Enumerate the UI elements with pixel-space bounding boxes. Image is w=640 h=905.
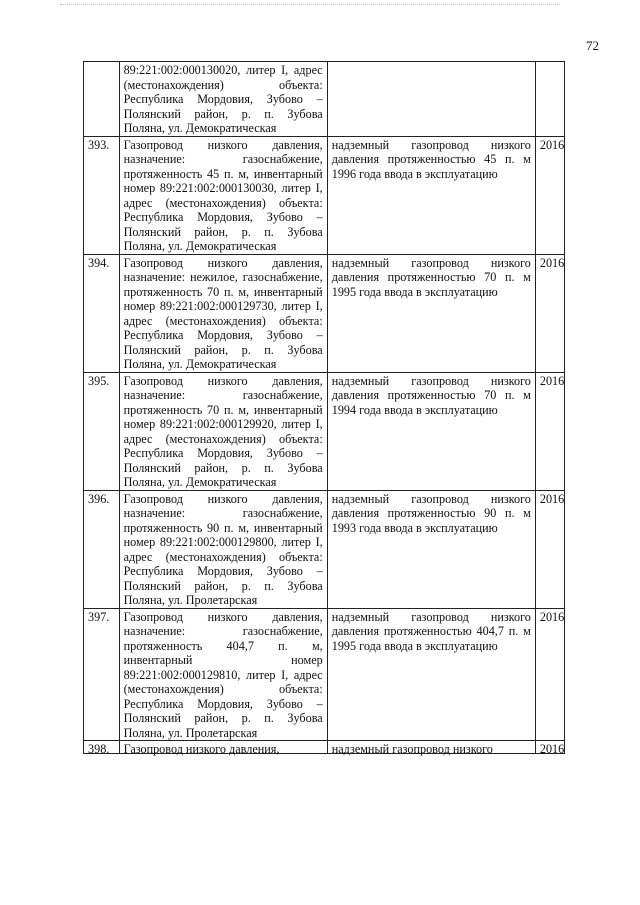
row-number-cell: 397. xyxy=(84,608,120,741)
table-row-cut xyxy=(84,741,565,754)
row-number-cell xyxy=(84,62,120,137)
row-number-cell: 395. xyxy=(84,372,120,490)
row-number-cell: 394. xyxy=(84,254,120,372)
row-number-cell: 393. xyxy=(84,136,120,254)
object-characteristics-cell: надземный газопровод низкого давления протяженностью 70 п. м 1994 года ввода в эксплуатацию xyxy=(327,372,535,490)
object-characteristics-cell: надземный газопровод низкого давления протяженностью 70 п. м 1995 года ввода в эксплуатацию xyxy=(327,254,535,372)
table-row xyxy=(84,372,565,490)
object-description-cell: Газопровод низкого давления, назначение: газоснабжение, протяженность 404,7 п. м, инвентарный номер 89:221:002:000129810, литер I, адрес (местонахождения) объекта: Республика Мордовия, Зубово – Полянский район, р. п. Зубова Поляна, ул. Пролетарская xyxy=(119,608,327,741)
year-cell: 2016 xyxy=(535,254,564,372)
year-cell: 2016 xyxy=(535,608,564,741)
table-row-continued xyxy=(84,62,565,137)
object-characteristics-cell: надземный газопровод низкого давления протяженностью 404,7 п. м 1995 года ввода в эксплуатацию xyxy=(327,608,535,741)
object-characteristics-cell: надземный газопровод низкого давления протяженностью 90 п. м 1993 года ввода в эксплуатацию xyxy=(327,490,535,608)
year-cell: 2016 xyxy=(535,136,564,254)
year-cell xyxy=(535,741,564,754)
table-row xyxy=(84,254,565,372)
object-characteristics-text: надземный газопровод низкого xyxy=(331,742,493,756)
object-description-text: Газопровод низкого давления, xyxy=(123,742,280,756)
scan-artifact-line xyxy=(60,4,560,8)
table-row xyxy=(84,608,565,741)
object-description-cell: Газопровод низкого давления, назначение: нежилое, газоснабжение, протяженность 70 п. м, инвентарный номер 89:221:002:000129730, литер I, адрес (местонахождения) объекта: Республика Мордовия, Зубово – Полянский район, р. п. Зубова Поляна, ул. Демократическая xyxy=(119,254,327,372)
row-number-cell xyxy=(84,741,120,754)
object-characteristics-cell xyxy=(327,62,535,137)
object-description-cell: 89:221:002:000130020, литер I, адрес (местонахождения) объекта: Республика Мордовия, Зубово – Полянский район, р. п. Зубова Поляна, ул. Демократическая xyxy=(119,62,327,137)
object-description-cell: Газопровод низкого давления, назначение: газоснабжение, протяженность 90 п. м, инвентарный номер 89:221:002:000129800, литер I, адрес (местонахождения) объекта: Республика Мордовия, Зубово – Полянский район, р. п. Зубова Поляна, ул. Пролетарская xyxy=(119,490,327,608)
year-cell xyxy=(535,62,564,137)
object-characteristics-cell xyxy=(327,741,535,754)
object-description-cell: Газопровод низкого давления, назначение: газоснабжение, протяженность 45 п. м, инвентарный номер 89:221:002:000130030, литер I, адрес (местонахождения) объекта: Республика Мордовия, Зубово – Полянский район, р. п. Зубова Поляна, ул. Демократическая xyxy=(119,136,327,254)
object-description-cell: Газопровод низкого давления, назначение: газоснабжение, протяженность 70 п. м, инвентарный номер 89:221:002:000129920, литер I, адрес (местонахождения) объекта: Республика Мордовия, Зубово – Полянский район, р. п. Зубова Поляна, ул. Демократическая xyxy=(119,372,327,490)
table-row xyxy=(84,490,565,608)
property-register-table xyxy=(83,61,565,754)
row-number-text: 398. xyxy=(88,742,110,756)
row-number-cell: 396. xyxy=(84,490,120,608)
year-text: 2016 xyxy=(539,742,565,756)
object-characteristics-cell: надземный газопровод низкого давления протяженностью 45 п. м 1996 года ввода в эксплуатацию xyxy=(327,136,535,254)
year-cell: 2016 xyxy=(535,372,564,490)
year-cell: 2016 xyxy=(535,490,564,608)
object-description-cell xyxy=(119,741,327,754)
page-number: 72 xyxy=(586,38,599,53)
table-row xyxy=(84,136,565,254)
